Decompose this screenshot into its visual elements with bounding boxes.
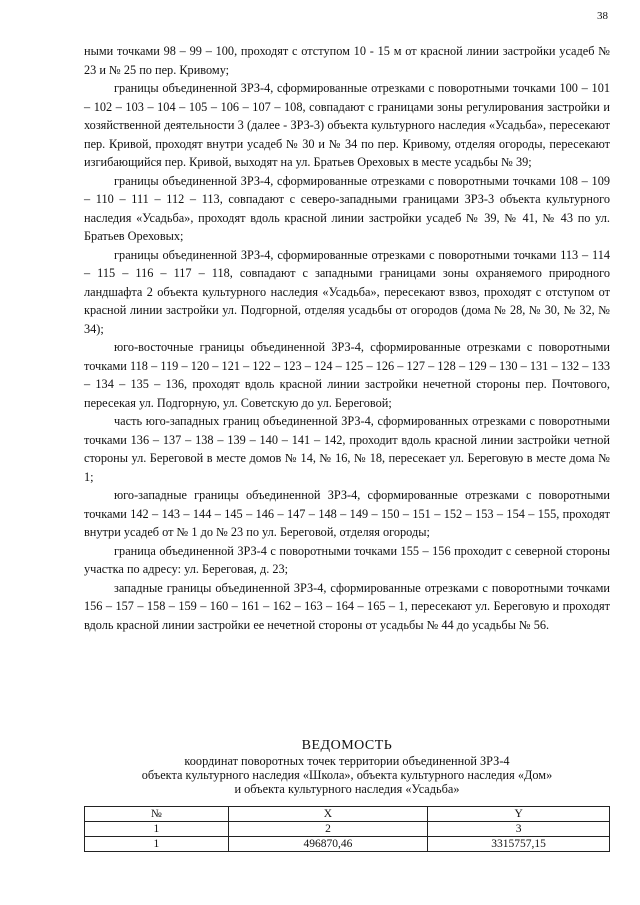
coordinates-table [84, 806, 610, 852]
table-row [85, 837, 610, 852]
register-subtitle-line: координат поворотных точек территории объединенной ЗРЗ-4 [184, 754, 510, 768]
table-header-row [85, 807, 610, 822]
paragraph: границы объединенной ЗРЗ-4, сформированные отрезками с поворотными точками 113 – 114 – 115 – 116 – 117 – 118, совпадают с западными границами зоны охраняемого природного ландшафта 2 объекта культурного наследия «Усадьба», пересекают взвоз, проходят с отступом от красной линии застройки ул. Подгорной, отделяя усадьбы от огородов (дома № 28, № 30, № 32, № 34); [84, 247, 610, 336]
paragraph: юго-восточные границы объединенной ЗРЗ-4, сформированные отрезками с поворотными точками 118 – 119 – 120 – 121 – 122 – 123 – 124 – 125 – 126 – 127 – 128 – 129 – 130 – 131 – 132 – 133 – 134 – 135 – 136, проходят вдоль красной линии застройки нечетной стороны пер. Почтового, пересекая ул. Подгорную, ул. Советскую до ул. Береговой; [84, 340, 610, 410]
header-x: X [228, 807, 428, 822]
table-cell: 496870,46 [228, 837, 428, 852]
register-title: ВЕДОМОСТЬ [301, 738, 393, 753]
table-index-row [85, 822, 610, 837]
paragraph: часть юго-западных границ объединенной ЗРЗ-4, сформированных отрезками с поворотными точками 136 – 137 – 138 – 139 – 140 – 141 – 142, проходит вдоль красной линии застройки четной стороны ул. Береговой в месте домов № 14, № 16, № 18, пересекает ул. Береговую в месте дома № 1; [84, 414, 610, 484]
header-number: № [85, 807, 229, 822]
table-cell: 1 [85, 822, 229, 837]
paragraph: ными точками 98 – 99 – 100, проходят с отступом 10 - 15 м от красной линии застройки усадеб № 23 и № 25 по пер. Кривому; [84, 44, 610, 77]
page-number: 38 [597, 10, 608, 22]
paragraph: граница объединенной ЗРЗ-4 с поворотными точками 155 – 156 проходит с северной стороны участка по адресу: ул. Береговая, д. 23; [84, 543, 610, 576]
register-subtitle-line: и объекта культурного наследия «Усадьба» [234, 782, 460, 796]
register-heading [84, 738, 610, 796]
register-subtitle-line: объекта культурного наследия «Школа», объекта культурного наследия «Дом» [141, 768, 553, 782]
paragraph: границы объединенной ЗРЗ-4, сформированные отрезками с поворотными точками 108 – 109 – 110 – 111 – 112 – 113, совпадают с северо-западными границами ЗРЗ-3 объекта культурного наследия «Усадьба», проходят вдоль красной линии застройки усадеб № 39, № 41, № 43 по ул. Братьев Ореховых; [84, 173, 610, 243]
paragraph: границы объединенной ЗРЗ-4, сформированные отрезками с поворотными точками 100 – 101 – 102 – 103 – 104 – 105 – 106 – 107 – 108, совпадают с границами зоны регулирования застройки и хозяйственной деятельности 3 (далее - ЗРЗ-3) объекта культурного наследия «Усадьба», пересекают пер. Кривой, проходят внутри усадеб № 30 и № 34 по пер. Кривому, отделяя огороды, пересекают изгибающийся пер. Кривой, выходят на ул. Братьев Ореховых в месте усадьбы № 39; [84, 81, 610, 169]
table-cell: 2 [228, 822, 428, 837]
body-text [84, 42, 610, 634]
table-cell: 1 [85, 837, 229, 852]
table-cell: 3 [428, 822, 610, 837]
header-y: Y [428, 807, 610, 822]
paragraph: западные границы объединенной ЗРЗ-4, сформированные отрезками с поворотными точками 156 – 157 – 158 – 159 – 160 – 161 – 162 – 163 – 164 – 165 – 1, пересекают ул. Береговую и проходят вдоль красной линии застройки ее нечетной стороны от усадьбы № 44 до усадьбы № 56. [84, 580, 610, 632]
table-cell: 3315757,15 [428, 837, 610, 852]
paragraph: юго-западные границы объединенной ЗРЗ-4, сформированные отрезками с поворотными точками 142 – 143 – 144 – 145 – 146 – 147 – 148 – 149 – 150 – 151 – 152 – 153 – 154 – 155, проходят внутри усадеб от № 1 до № 23 по ул. Береговой, отделяя огороды; [84, 488, 610, 539]
